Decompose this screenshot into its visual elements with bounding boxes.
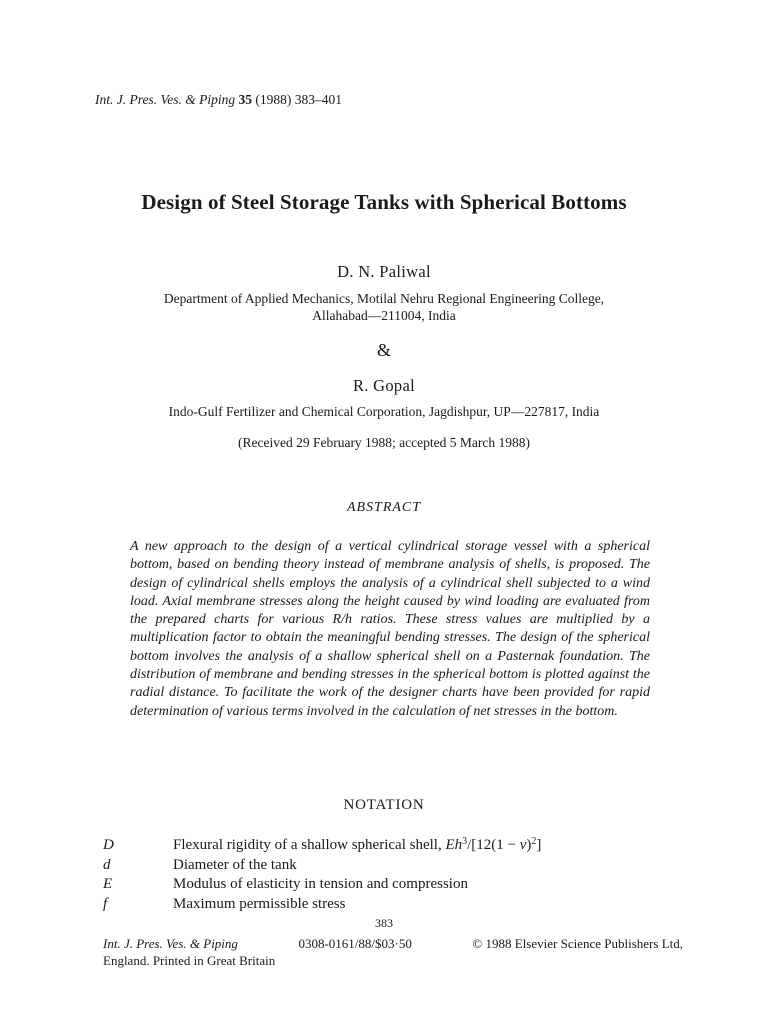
formula-nu: ν <box>519 837 527 853</box>
affiliation-1-line-1: Department of Applied Mechanics, Motilal Nehru Regional Engineering College, <box>163 291 605 306</box>
notation-symbol: d <box>103 856 111 873</box>
journal-name: Int. J. Pres. Ves. & Piping <box>95 92 236 107</box>
notation-definition: Modulus of elasticity in tension and compression <box>173 876 468 892</box>
paper-title: Design of Steel Storage Tanks with Spherical Bottoms <box>141 190 627 214</box>
notation-item <box>103 837 703 857</box>
footer-copyright: © 1988 Elsevier Science Publishers Ltd, <box>472 936 683 951</box>
footer-line-1 <box>103 935 683 952</box>
abstract-text: A new approach to the design of a vertical cylindrical storage vessel with a spherical bottom, based on bending theory instead of membrane analysis of shells, is proposed. The design of cylindrical shells employs the analysis of a cylindrical shell subjected to a wind load. Axial membrane stresses along the height caused by wind loading are evaluated from the prepared charts for various R/h ratios. These stress values are multiplied by a multiplication factor to obtain the meaningful bending stresses. The design of the spherical bottom involves the analysis of a shallow spherical shell on a Pasternak foundation. The distribution of membrane and bending stresses in the spherical bottom is plotted against the radial distance. To facilitate the work of the designer charts have been provided for rapid determination of various terms involved in the calculation of net stresses in the bottom. <box>130 539 650 719</box>
notation-definition <box>173 837 703 857</box>
received-dates: (Received 29 February 1988; accepted 5 March 1988) <box>237 435 531 450</box>
notation-list <box>103 837 703 915</box>
formula-close-bracket: ] <box>536 837 542 853</box>
notation-definition: Maximum permissible stress <box>173 895 346 912</box>
notation-symbol: E <box>103 876 113 892</box>
journal-year-pages: (1988) 383–401 <box>255 92 342 107</box>
notation-symbol: f <box>103 895 108 912</box>
author-name-1: D. N. Paliwal <box>337 262 431 281</box>
journal-volume: 35 <box>238 92 252 107</box>
formula-eh: Eh <box>445 837 463 853</box>
footer-citation <box>103 935 683 969</box>
formula-bracket: /[12(1 − <box>467 837 520 853</box>
author-name-2: R. Gopal <box>353 376 415 395</box>
formula-sup-3: 3 <box>462 836 468 847</box>
formula-sup-2: 2 <box>531 836 537 847</box>
notation-definition-text: Flexural rigidity of a shallow spherical shell, <box>173 837 446 853</box>
notation-item <box>103 896 703 916</box>
footer-journal: Int. J. Pres. Ves. & Piping <box>103 936 238 951</box>
affiliation-1-line-2: Allahabad—211004, India <box>312 308 456 323</box>
formula-close-paren: ) <box>526 837 532 853</box>
author-affiliation-1 <box>0 290 768 324</box>
notation-definition: Diameter of the tank <box>173 856 297 873</box>
footer-code: 0308-0161/88/$03·50 <box>298 936 412 951</box>
journal-reference <box>95 92 342 108</box>
notation-heading: NOTATION <box>343 797 425 813</box>
notation-item <box>103 876 703 896</box>
page-number: 383 <box>375 916 393 930</box>
abstract-heading: ABSTRACT <box>346 500 422 515</box>
notation-symbol: D <box>103 837 114 853</box>
notation-item <box>103 857 703 877</box>
author-affiliation-2: Indo-Gulf Fertilizer and Chemical Corporation, Jagdishpur, UP—227817, India <box>168 404 600 419</box>
author-separator: & <box>376 340 391 360</box>
footer-line-2: England. Printed in Great Britain <box>103 953 276 968</box>
